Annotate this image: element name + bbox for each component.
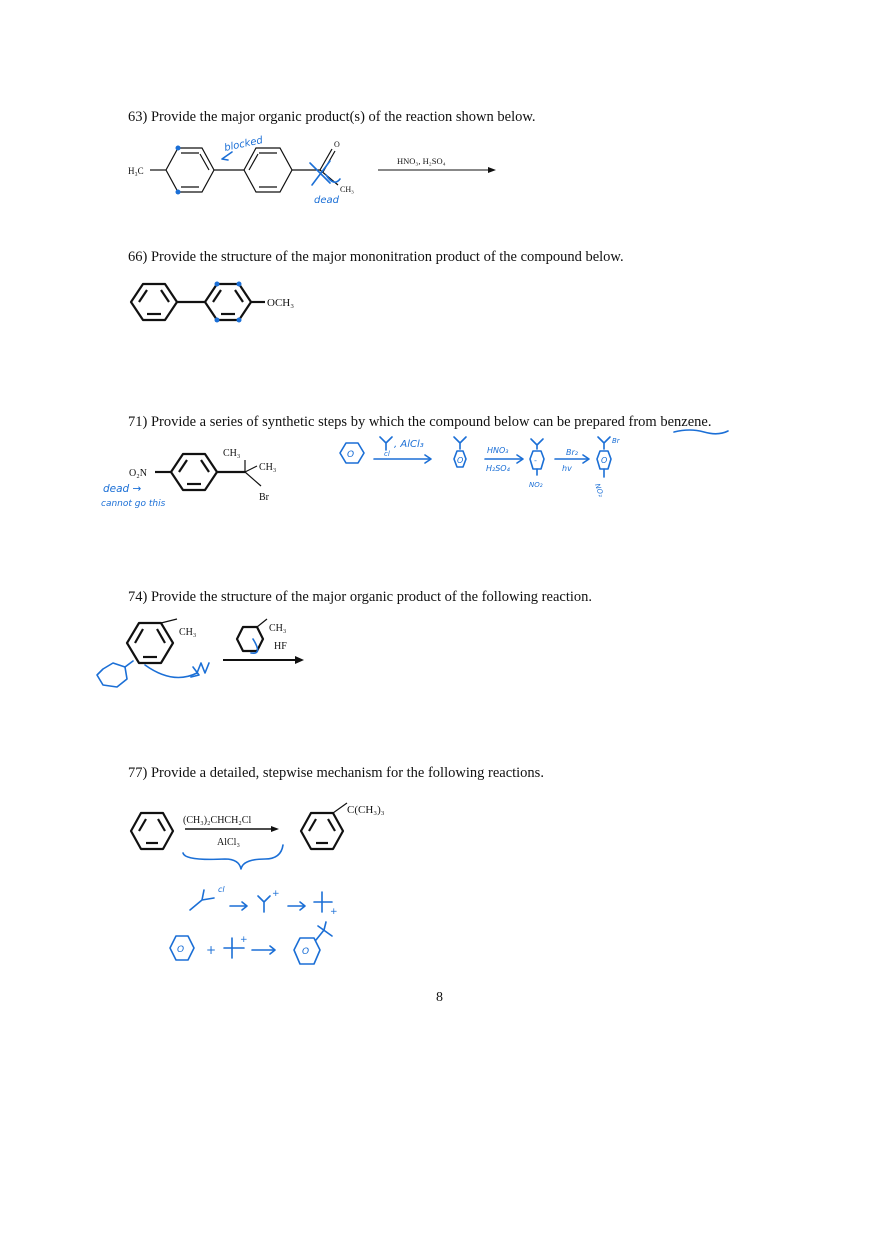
q77-brace-mark bbox=[183, 845, 283, 869]
q74-curve-arrow bbox=[145, 665, 197, 678]
q63-o-label: O bbox=[334, 140, 340, 149]
q77-mech-ring-mark-2: O bbox=[302, 947, 310, 957]
q77-mech-plus-4: + bbox=[240, 935, 248, 945]
q71-step3-bottom: hv bbox=[562, 464, 572, 473]
q77-mech-plus-1: + bbox=[272, 889, 280, 899]
q77-mech-cl: cl bbox=[218, 885, 225, 894]
q74-handdrawn-cyclohexyl bbox=[97, 663, 127, 687]
q71-step1-reagent: , AlCl₃ bbox=[394, 439, 424, 450]
q77-product-group: C(CH₃)₃ bbox=[347, 804, 385, 816]
q71-intermediate-no2: NO₂ bbox=[529, 481, 543, 489]
q71-product-no2: NO₂ bbox=[592, 482, 606, 499]
q77-mechanism bbox=[160, 878, 380, 978]
q74-hf-label: HF bbox=[274, 641, 287, 652]
q63-reaction-arrow bbox=[488, 167, 496, 173]
q74-ch3-right: CH₃ bbox=[269, 623, 287, 634]
q77-reaction-figure bbox=[125, 795, 405, 875]
q77-mech-alkyl-chloride bbox=[190, 890, 214, 910]
question-63: 63) Provide the major organic product(s) of the reaction shown below. bbox=[128, 109, 536, 125]
q77-mech-tbutyl-group bbox=[316, 922, 332, 940]
question-71: 71) Provide a series of synthetic steps by which the compound below can be prepared from benzene. bbox=[128, 414, 712, 430]
q77-mech-plus-3: + bbox=[206, 943, 217, 957]
q74-ch3-left: CH₃ bbox=[179, 627, 197, 638]
q71-ring-mark-1: O bbox=[347, 450, 355, 460]
q71-step2-top: HNO₃ bbox=[487, 446, 509, 455]
q71-step2-bottom: H₂SO₄ bbox=[486, 464, 510, 473]
q71-ch3-top: CH₃ bbox=[223, 448, 241, 459]
q66-dot-2 bbox=[237, 282, 242, 287]
question-74: 74) Provide the structure of the major organic product of the following reaction. bbox=[128, 589, 592, 605]
q71-tbutyl-sketch bbox=[380, 437, 392, 450]
q63-ch3-label: CH₃ bbox=[340, 185, 354, 194]
benzene-underline bbox=[670, 428, 730, 436]
q71-ring-mark-minus: - bbox=[534, 456, 537, 465]
q71-step3-top: Br₂ bbox=[566, 448, 578, 457]
q63-note-blocked: blocked bbox=[223, 135, 264, 154]
q77-mech-plus-2: + bbox=[330, 907, 338, 917]
q77-mech-primary-cation bbox=[258, 896, 270, 912]
q71-step1-cl: cl bbox=[384, 450, 390, 458]
q71-synthesis-steps bbox=[330, 435, 630, 500]
q63-dot-2 bbox=[176, 190, 181, 195]
q71-note-dead: dead → bbox=[103, 483, 142, 495]
q71-product-br: Br bbox=[612, 437, 620, 445]
q71-note-cannot: cannot go this bbox=[101, 499, 166, 509]
q74-reaction-arrow bbox=[295, 656, 304, 664]
q77-reagent-bottom: AlCl₃ bbox=[217, 837, 240, 848]
q77-mech-arrow-3 bbox=[252, 946, 275, 954]
q77-mech-arrow-1 bbox=[230, 902, 247, 910]
q71-target-structure bbox=[95, 440, 305, 515]
page-number: 8 bbox=[436, 990, 443, 1005]
q63-reagent: HNO₃, H₂SO₄ bbox=[397, 156, 446, 166]
q71-intermediate-2 bbox=[530, 451, 544, 469]
q66-och3-label: OCH₃ bbox=[267, 297, 295, 309]
q63-ring-1 bbox=[166, 148, 214, 192]
question-66: 66) Provide the structure of the major mononitration product of the compound below. bbox=[128, 249, 624, 265]
q71-ch3-right: CH₃ bbox=[259, 462, 277, 473]
question-77: 77) Provide a detailed, stepwise mechanism for the following reactions. bbox=[128, 765, 544, 781]
q77-reagent-top: (CH₃)₂CHCH₂Cl bbox=[183, 815, 252, 826]
q71-br-label: Br bbox=[259, 492, 269, 503]
q77-reaction-arrow bbox=[271, 826, 279, 832]
q71-ring-mark-3: O bbox=[601, 456, 608, 465]
q71-o2n-label: O₂N bbox=[129, 468, 147, 479]
q66-dot-3 bbox=[215, 318, 220, 323]
q74-reaction-figure bbox=[85, 615, 315, 705]
q63-reaction-figure bbox=[120, 135, 510, 215]
q77-mech-arrow-2 bbox=[288, 902, 305, 910]
q77-mech-ring-mark-1: O bbox=[177, 945, 185, 955]
q66-dot-1 bbox=[215, 282, 220, 287]
q66-structure bbox=[125, 280, 325, 330]
q74-cyclohexane-ring bbox=[237, 627, 263, 651]
q63-dot-1 bbox=[176, 146, 181, 151]
q63-note-dead: dead bbox=[314, 195, 339, 206]
q71-ring-mark-2: O bbox=[457, 456, 464, 465]
q63-ring-2 bbox=[244, 148, 292, 192]
q63-h3c-label: H₃C bbox=[128, 166, 144, 176]
q74-zigzag-mark bbox=[197, 663, 209, 673]
q66-dot-4 bbox=[237, 318, 242, 323]
q63-cross-mark bbox=[310, 161, 330, 185]
